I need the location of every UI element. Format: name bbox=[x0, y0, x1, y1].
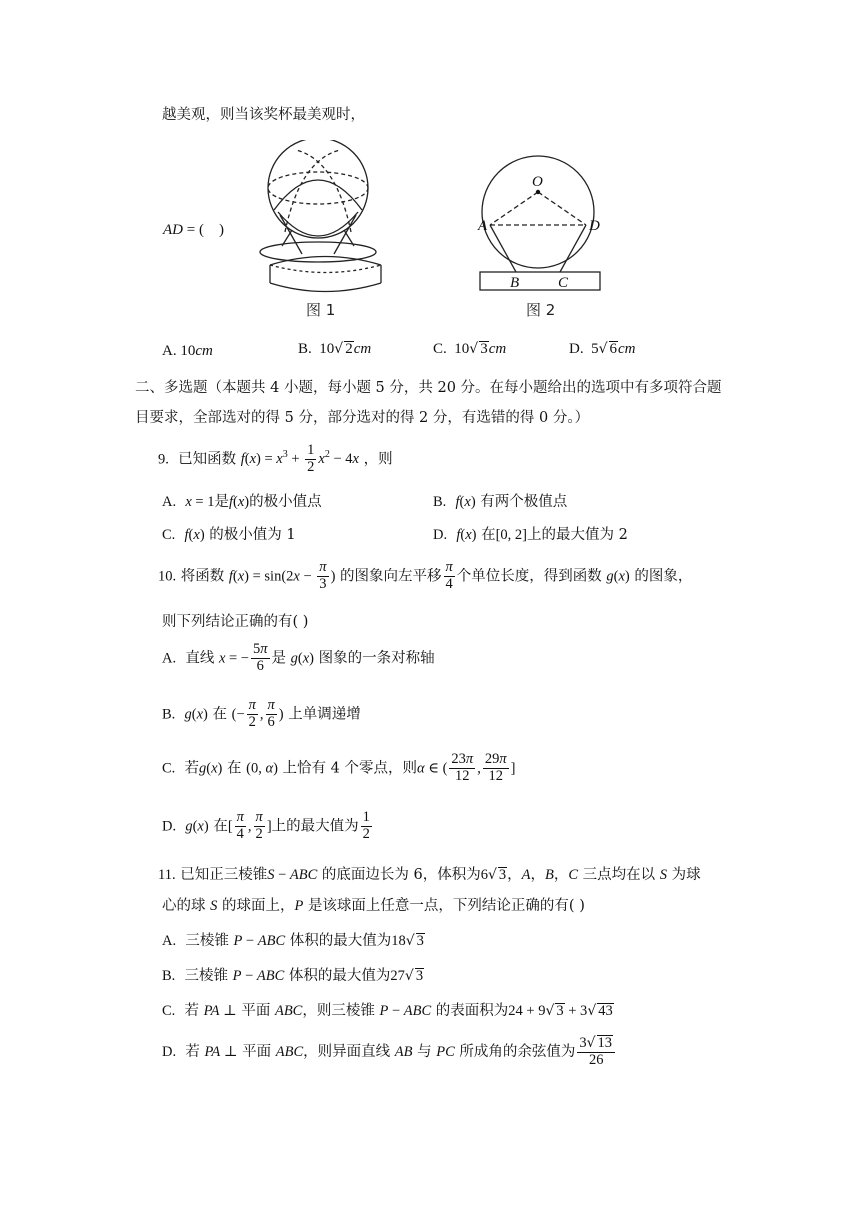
trophy-figures bbox=[240, 140, 630, 330]
q9-option-d: D. f(x) 在[0, 2]上的最大值为 2 bbox=[433, 527, 628, 543]
label-O: O bbox=[532, 174, 543, 190]
q11-option-a: A. 三棱锥 P − ABC 体积的最大值为18√ 3 bbox=[162, 933, 424, 949]
question-8-tail: 越美观，则当该奖杯最美观时， bbox=[162, 107, 365, 123]
q8-option-d: D. 5√ 6cm bbox=[569, 341, 636, 357]
q8-option-c: C. 10√ 3cm bbox=[433, 341, 507, 357]
q8-option-a: A. 10cm bbox=[162, 343, 213, 359]
q9-option-a: A. x = 1是f(x)的极小值点 bbox=[162, 494, 322, 510]
fig2-caption: 图 2 bbox=[526, 301, 556, 319]
question-11-stem: 11. 已知正三棱锥S − ABC 的底面边长为 6，体积为6√ 3，A，B，C 三点均在以 S 为球 bbox=[158, 867, 701, 883]
question-10-stem: 10. 将函数 f(x) = sin(2x − $\frac{\pi}{3}$ ) 的图象向左平移 $\frac{\pi}{4}$ 个单位长度，得到函数 g(x) 的图象， bbox=[158, 559, 693, 592]
section-2-heading: 二、多选题（本题共 4 小题，每小题 5 分，共 20 分。在每小题给出的选项中有多项符合题 bbox=[135, 380, 722, 396]
q9-option-c: C. f(x) 的极小值为 1 bbox=[162, 527, 296, 543]
fig1-caption: 图 1 bbox=[306, 301, 336, 319]
label-B: B bbox=[510, 275, 520, 291]
q10-option-b: B. g(x) 在 (− $\frac{\pi}{2}$ , $\frac{\pi}{6}$ ) 上单调递增 bbox=[162, 697, 361, 730]
q10-option-a: A. 直线 x = − $\frac{5\pi}{6}$ 是 g(x) 图象的一条对称轴 bbox=[162, 641, 435, 674]
question-8-blank: AD = ( ) bbox=[163, 222, 224, 238]
q8-option-b: B. 10√ 2cm bbox=[298, 341, 372, 357]
label-A: A bbox=[478, 218, 488, 234]
q11-option-d: D. 若 PA ⊥ 平面 ABC，则异面直线 AB 与 PC 所成角的余弦值为 $\frac{3√ 13}{26}$ bbox=[162, 1035, 617, 1069]
q11-option-b: B. 三棱锥 P − ABC 体积的最大值为27√ 3 bbox=[162, 968, 424, 984]
label-D: D bbox=[589, 218, 600, 234]
section-2-heading-cont: 目要求，全部选对的得 5 分，部分选对的得 2 分，有选错的得 0 分。） bbox=[135, 410, 590, 426]
question-11-stem-cont: 心的球 S 的球面上，P 是该球面上任意一点，下列结论正确的有( ) bbox=[162, 898, 585, 914]
q10-option-c: C. 若g(x) 在 (0, α) 上恰有 4 个零点，则α ∈ ( $\frac{23\pi}{12}$ , $\frac{29\pi}{12}$ ] bbox=[162, 751, 516, 784]
fig1-sphere bbox=[268, 140, 368, 238]
question-10-stem-cont: 则下列结论正确的有( ) bbox=[162, 614, 309, 630]
q10-option-d: D. g(x) 在[ $\frac{\pi}{4}$ , $\frac{\pi}{2}$ ]上的最大值为 $\frac{1}{2}$ bbox=[162, 809, 370, 842]
fig2-circle bbox=[482, 156, 594, 268]
q9-option-b: B. f(x) 有两个极值点 bbox=[433, 494, 568, 510]
q11-option-c: C. 若 PA ⊥ 平面 ABC，则三棱锥 P − ABC 的表面积为24 + 9√ 3 + 3√ 43 bbox=[162, 1003, 613, 1019]
question-9-stem: 9. 已知函数 $f(x) = x^3$ + $\frac{1}{2}$ $x^2 - 4x$ ，则 bbox=[158, 442, 393, 475]
label-C: C bbox=[558, 275, 569, 291]
